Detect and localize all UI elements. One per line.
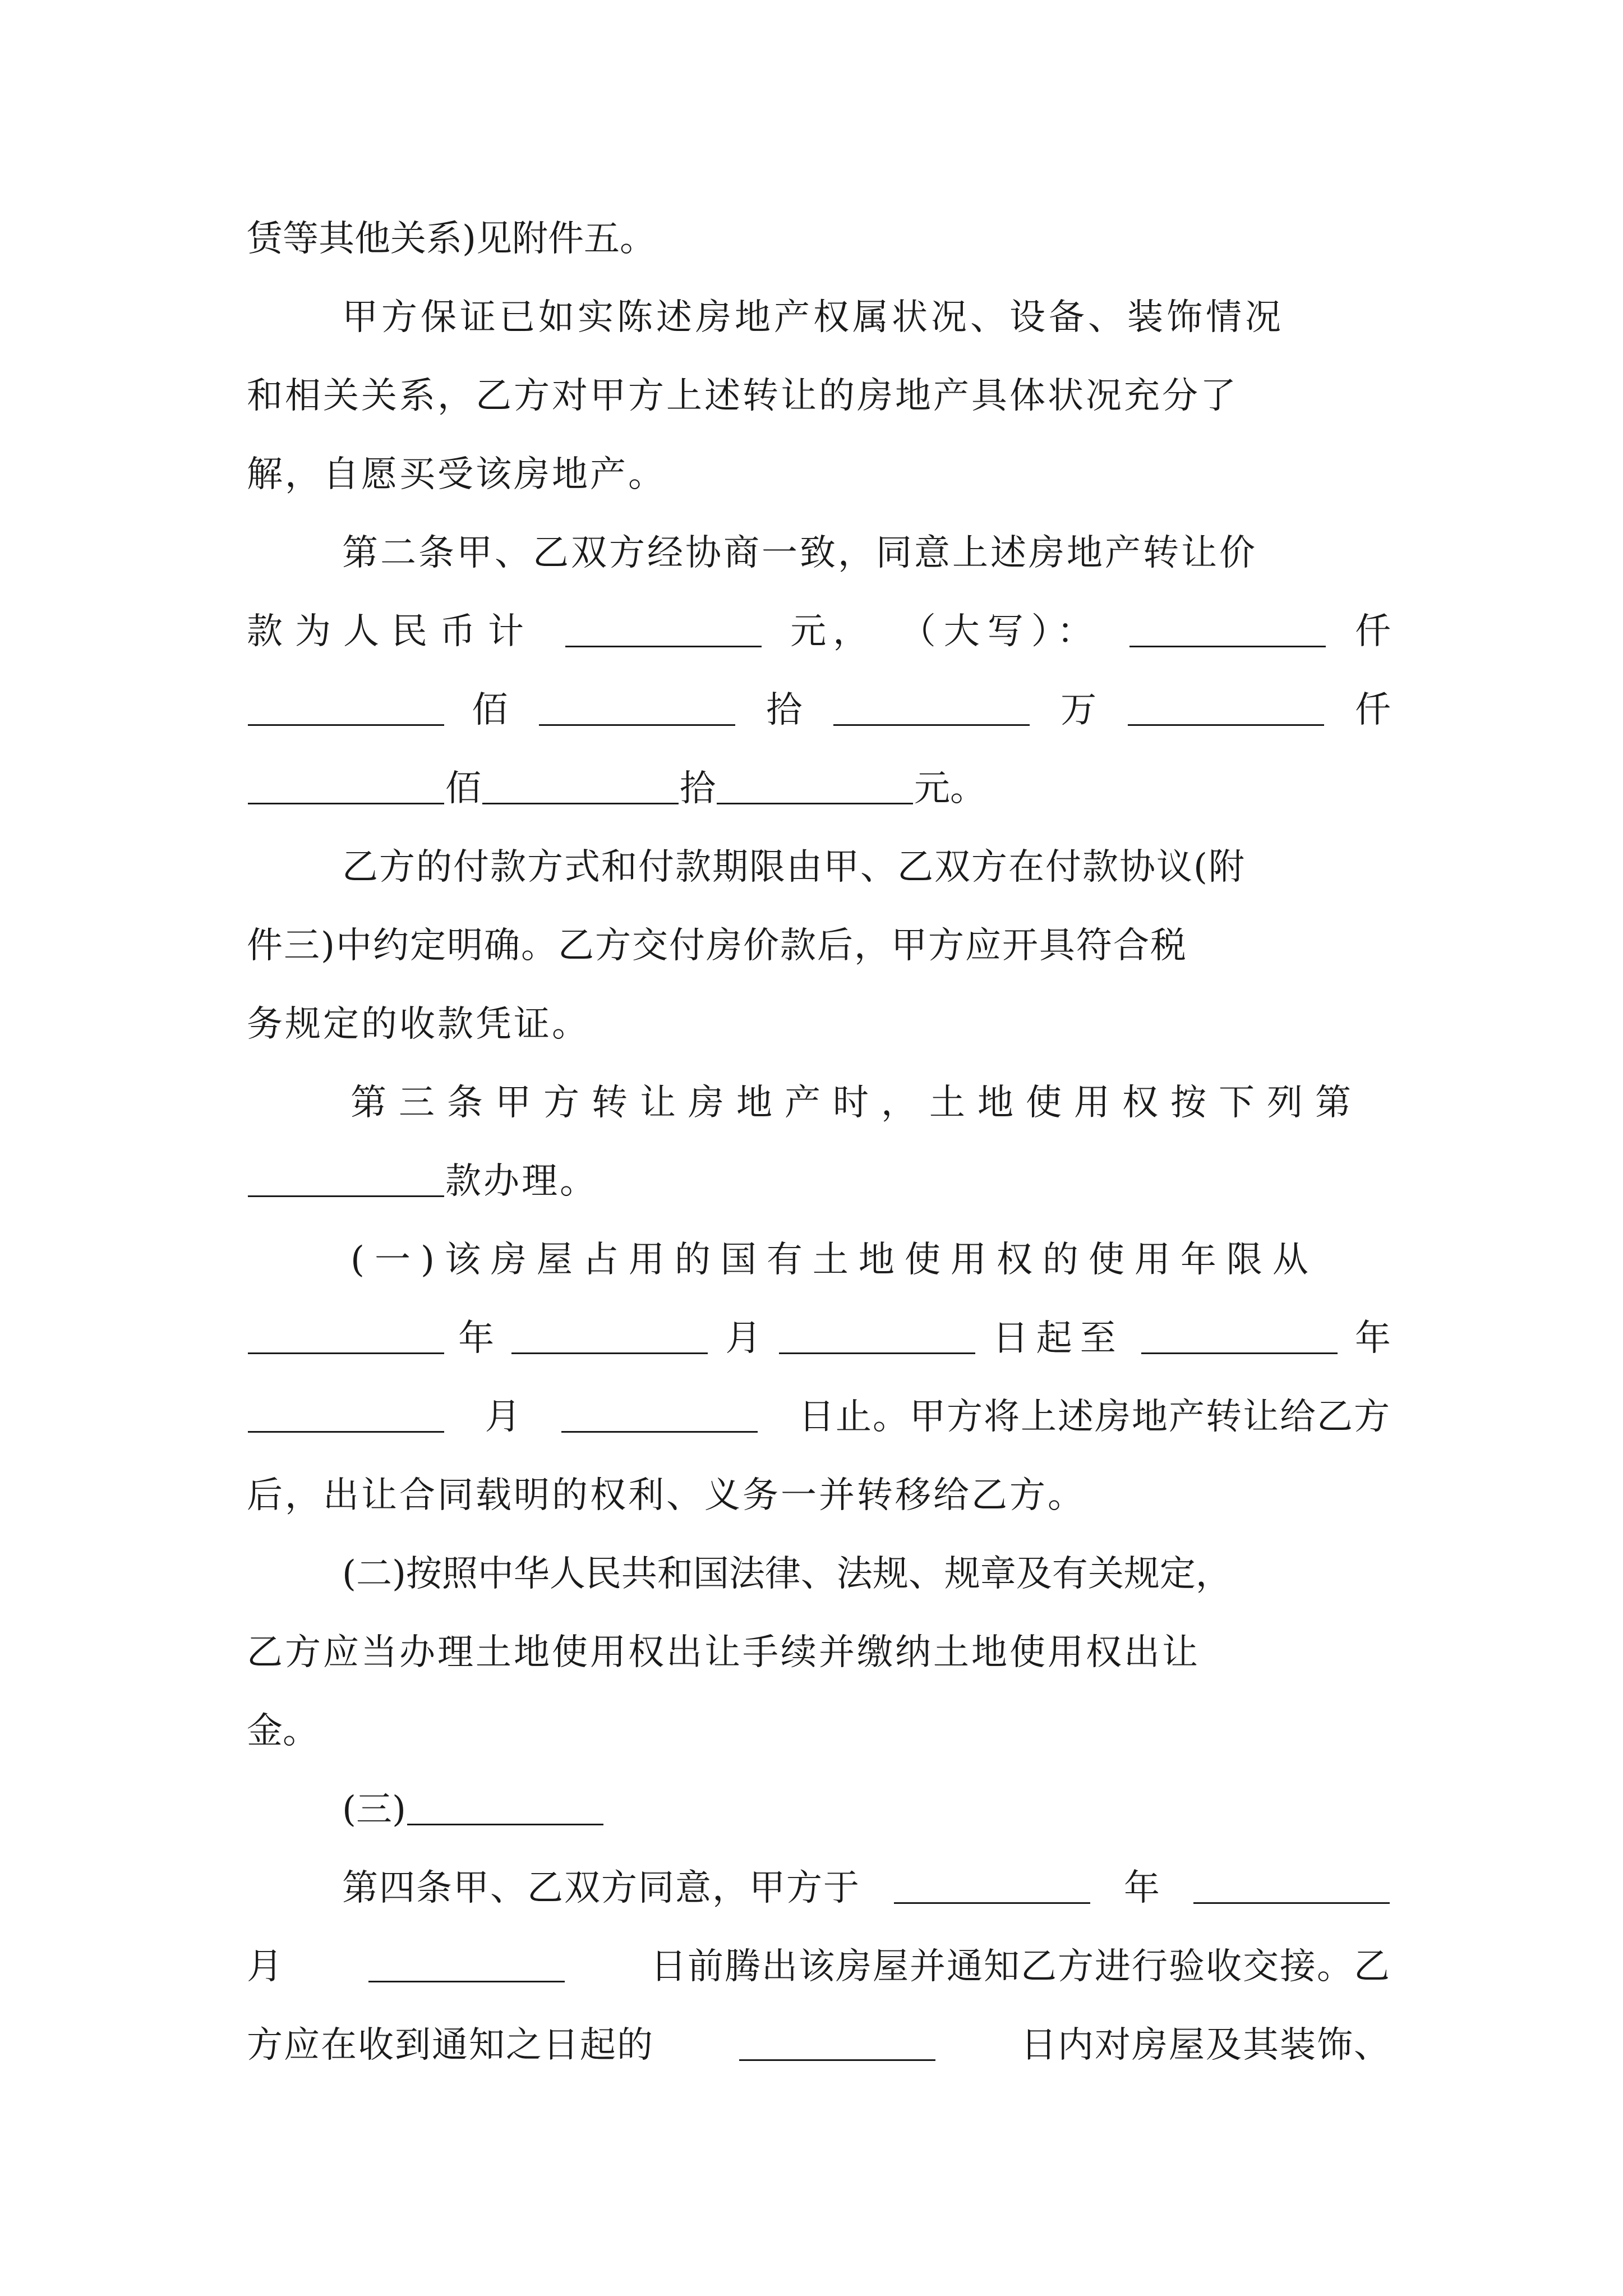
text-segment: 后，出让合同载明的权利、义务一并转移给乙方。: [247, 1475, 1086, 1516]
text-segment: 年: [1124, 1867, 1160, 1909]
text-segment: (二)按照中华人民共和国法律、法规、规章及有关规定，: [342, 1553, 1232, 1595]
text-line: [342, 525, 1391, 581]
text-segment: 仟: [1354, 689, 1391, 731]
blank-field[interactable]: [482, 767, 679, 804]
text-segment: 务规定的收款凭证。: [247, 1004, 590, 1045]
text-segment: 日止。甲方将上述房地产转让给乙方: [798, 1396, 1391, 1438]
blank-field[interactable]: [539, 688, 735, 726]
text-line: [342, 1546, 1391, 1602]
text-line: [247, 1625, 1391, 1681]
text-segment: 拾: [680, 768, 716, 809]
blank-field[interactable]: [565, 610, 762, 647]
text-line: [247, 2017, 1391, 2073]
text-line: [247, 918, 1391, 974]
text-segment: 元。: [914, 768, 986, 809]
blank-field[interactable]: [1128, 688, 1324, 726]
text-segment: 月: [725, 1318, 762, 1359]
text-segment: 日内对房屋及其装饰、: [1021, 2024, 1391, 2066]
blank-field[interactable]: [779, 1317, 975, 1354]
text-segment: 年: [1354, 1318, 1391, 1359]
blank-field[interactable]: [511, 1317, 708, 1354]
text-segment: 佰: [445, 768, 481, 809]
text-line: [247, 682, 1391, 738]
blank-field[interactable]: [1129, 610, 1326, 647]
text-segment: 款办理。: [445, 1161, 598, 1202]
blank-field[interactable]: [894, 1866, 1090, 1904]
text-line: [247, 1310, 1391, 1366]
text-line: [247, 368, 1391, 424]
text-line: [247, 996, 1391, 1052]
text-line: [342, 1782, 1391, 1838]
text-segment: 第四条甲、乙双方同意，甲方于: [342, 1867, 860, 1909]
blank-field[interactable]: [248, 1159, 444, 1197]
text-line: [351, 1075, 1391, 1131]
text-segment: 第三条甲方转让房地产时，土地使用权按下列第: [351, 1082, 1363, 1124]
text-line: [247, 761, 1391, 817]
text-segment: 款为人民币计: [247, 611, 536, 652]
text-segment: 日起至: [992, 1318, 1124, 1359]
text-segment: 元，: [790, 611, 876, 652]
text-segment: （大写）：: [900, 611, 1101, 652]
text-segment: 月: [247, 1946, 283, 1987]
blank-field[interactable]: [833, 688, 1030, 726]
text-line: [247, 1703, 1391, 1759]
text-segment: (一)该房屋占用的国有土地使用权的使用年限从: [351, 1239, 1318, 1281]
text-line: [342, 1860, 1391, 1916]
blank-field[interactable]: [1193, 1866, 1390, 1904]
text-segment: 甲方保证已如实陈述房地产权属状况、设备、装饰情况: [342, 297, 1284, 338]
blank-field[interactable]: [407, 1788, 603, 1825]
text-line: [342, 289, 1391, 346]
text-segment: 佰: [472, 689, 508, 731]
blank-field[interactable]: [739, 2023, 935, 2061]
text-segment: 第二条甲、乙双方经协商一致，同意上述房地产转让价: [342, 532, 1257, 574]
text-line: [351, 1232, 1391, 1288]
text-segment: (三): [342, 1789, 406, 1830]
text-segment: 月: [485, 1396, 521, 1438]
text-segment: 方应在收到通知之日起的: [247, 2024, 654, 2066]
text-line: [247, 1389, 1391, 1445]
text-line: [247, 1939, 1391, 1995]
text-line: [247, 604, 1391, 660]
text-segment: 赁等其他关系)见附件五。: [247, 218, 656, 260]
blank-field[interactable]: [248, 1317, 444, 1354]
text-segment: 和相关关系，乙方对甲方上述转让的房地产具体状况充分了: [247, 375, 1238, 417]
text-line: [247, 211, 1391, 267]
text-line: [247, 1153, 1391, 1209]
text-line: [247, 1467, 1391, 1524]
blank-field[interactable]: [368, 1945, 565, 1982]
blank-field[interactable]: [248, 688, 444, 726]
text-segment: 金。: [247, 1710, 319, 1752]
text-segment: 仟: [1354, 611, 1391, 652]
blank-field[interactable]: [717, 767, 913, 804]
blank-field[interactable]: [248, 1395, 444, 1433]
text-segment: 乙方应当办理土地使用权出让手续并缴纳土地使用权出让: [247, 1632, 1200, 1673]
blank-field[interactable]: [248, 767, 444, 804]
text-line: [247, 447, 1391, 503]
text-segment: 解，自愿买受该房地产。: [247, 454, 666, 495]
text-segment: 件三)中约定明确。乙方交付房价款后，甲方应开具符合税: [247, 925, 1187, 967]
text-segment: 日前腾出该房屋并通知乙方进行验收交接。乙: [651, 1946, 1391, 1987]
text-line: [342, 839, 1391, 895]
text-segment: 年: [458, 1318, 495, 1359]
text-segment: 万: [1061, 689, 1097, 731]
blank-field[interactable]: [1141, 1317, 1338, 1354]
text-segment: 拾: [766, 689, 803, 731]
blank-field[interactable]: [561, 1395, 758, 1433]
text-segment: 乙方的付款方式和付款期限由甲、乙双方在付款协议(附: [342, 846, 1246, 888]
